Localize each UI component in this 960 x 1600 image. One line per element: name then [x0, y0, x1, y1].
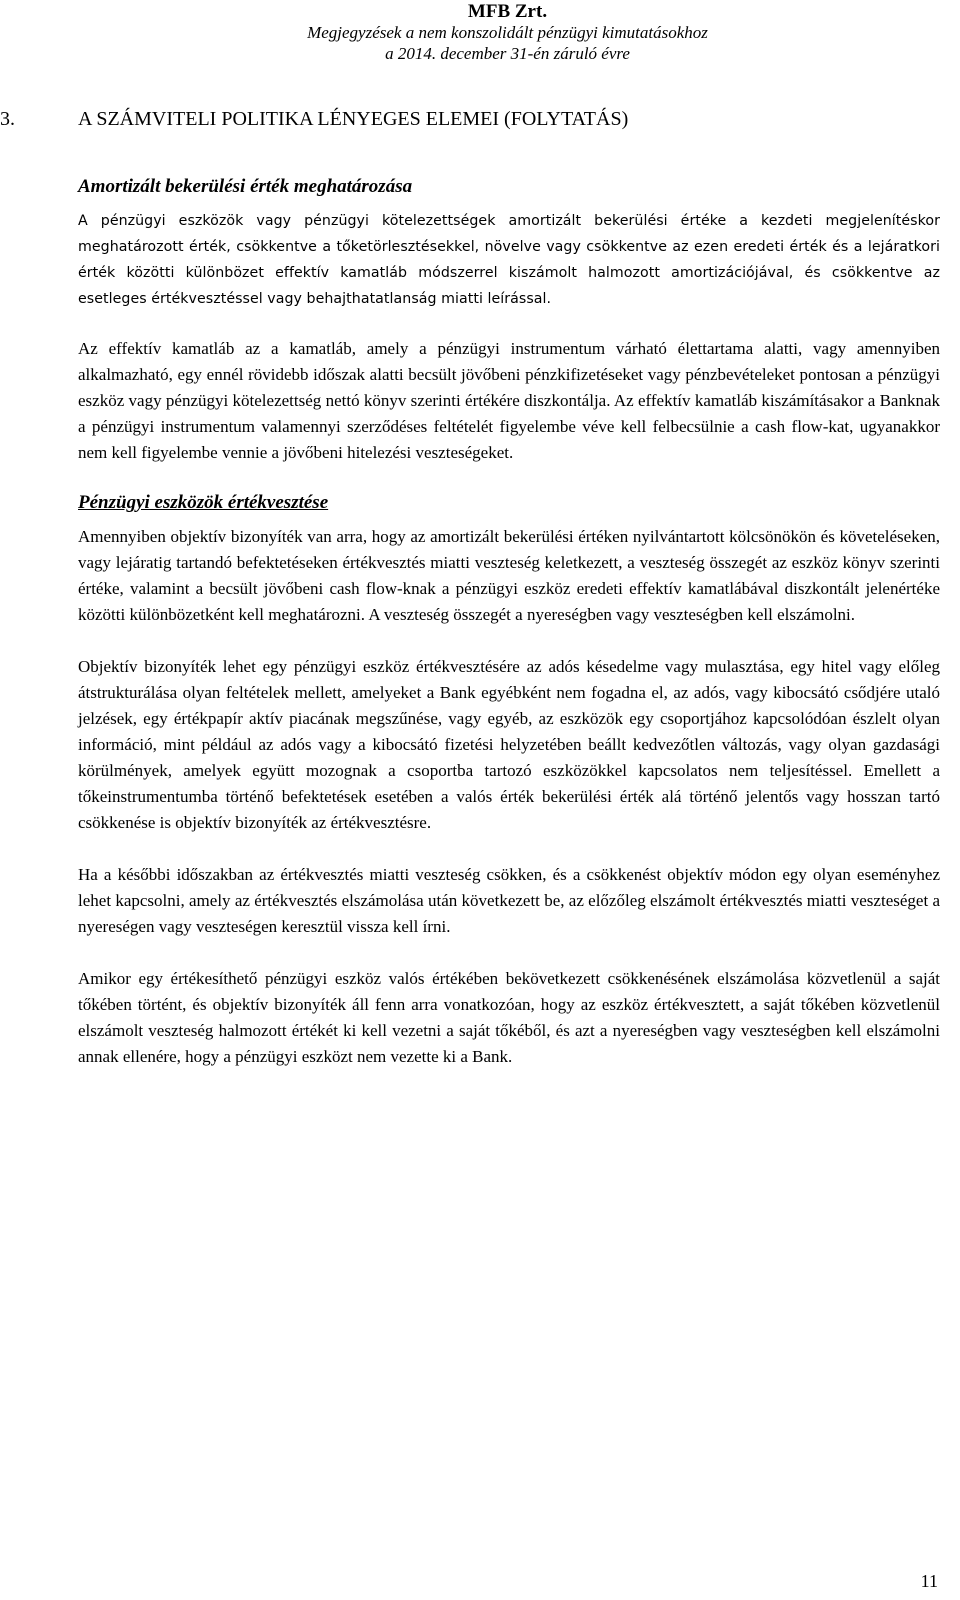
impairment-paragraph-2: Objektív bizonyíték lehet egy pénzügyi eszköz értékvesztésére az adós késedelme vagy mulasztása, egy hitel vagy előleg átstrukturálása olyan feltételek mellett, amelyeket a Bank egyébként nem fogadna el, az adós, vagy kibocsátó csődjére utaló jelzések, egy értékpapír aktív piacának megszűnése, vagy egyéb, az eszközök egy csoportjához kapcsolódóan észlelt olyan információ, mint például az adós vagy a kibocsátó fizetési helyzetében beállt kedvezőtlen változás, vagy olyan gazdasági körülmények, amelyek együtt mozognak a csoportba tartozó eszközökkel kapcsolatos nem teljesítéssel. Emellett a tőkeinstrumentumba történő befektetések esetében a valós érték bekerülési érték alá történő jelentős vagy hosszan tartó csökkenése is objektív bizonyíték az értékvesztésre. — [78, 657, 940, 832]
amortized-cost-heading: Amortizált bekerülési érték meghatározása — [78, 176, 413, 197]
page-header — [0, 0, 960, 64]
amortized-cost-paragraph-2: Az effektív kamatláb az a kamatláb, amely a pénzügyi instrumentum várható élettartama alatti, vagy amennyiben alkalmazható, egy ennél rövidebb időszak alatti becsült jövőbeni pénzkifizetéseket vagy pénzbevételeket pontosan a pénzügyi eszköz vagy pénzügyi kötelezettség nettó könyv szerinti értékére diszkontálja. Az effektív kamatláb kiszámításakor a Banknak a pénzügyi instrumentum valamennyi szerződéses feltételét figyelembe véve kell felbecsülnie a cash flow-kat, ugyanakkor nem kell figyelembe vennie a jövőbeni hitelezési veszteségeket. — [78, 339, 940, 462]
header-subtitle-line2: a 2014. december 31-én záruló évre — [385, 44, 630, 63]
company-name: MFB Zrt. — [467, 1, 548, 22]
header-subtitle-line1: Megjegyzések a nem konszolidált pénzügyi kimutatásokhoz — [307, 23, 708, 42]
page-number: 11 — [920, 1571, 938, 1591]
impairment-heading: Pénzügyi eszközök értékvesztése — [78, 492, 329, 513]
impairment-paragraph-1: Amennyiben objektív bizonyíték van arra, hogy az amortizált bekerülési értéken nyilvántartott kölcsönökön és követeléseken, vagy lejáratig tartandó befektetéseken értékvesztés miatti veszteség keletkezett, a veszteség összegét az eszköz könyv szerinti értéke, valamint a becsült jövőbeni cash flow-knak a pénzügyi eszköz eredeti effektív kamatlábával diszkontált jelenértéke közötti különbözetként kell meghatározni. A veszteség összegét a nyereségben vagy veszteségben kell elszámolni. — [78, 527, 940, 624]
amortized-cost-paragraph-1: A pénzügyi eszközök vagy pénzügyi kötelezettségek amortizált bekerülési értéke a kezdeti megjelenítéskor meghatározott érték, csökkentve a tőketörlesztésekkel, növelve vagy csökkentve az ezen eredeti érték és a lejáratkori érték közötti különbözet effektív kamatláb módszerrel kiszámolt halmozott amortizációjával, és csökkentve az esetleges értékvesztéssel vagy behajthatatlanság miatti leírással. — [78, 213, 940, 307]
impairment-paragraph-3: Ha a későbbi időszakban az értékvesztés miatti veszteség csökken, és a csökkenést objektív módon egy olyan eseményhez lehet kapcsolni, amely az értékvesztés elszámolása után következett be, az előzőleg elszámolt értékvesztés miatti veszteséget a nyereségen vagy veszteségen keresztül vissza kell írni. — [78, 865, 940, 936]
document-body — [78, 174, 940, 1070]
impairment-paragraph-4: Amikor egy értékesíthető pénzügyi eszköz valós értékében bekövetkezett csökkenésének elszámolása közvetlenül a saját tőkében történt, és objektív bizonyíték áll fenn arra vonatkozóan, hogy az eszköz értékvesztett, a saját tőkében közvetlenül elszámolt veszteség halmozott értékét ki kell vezetni a saját tőkéből, és azt a nyereségben vagy veszteségben kell elszámolni annak ellenére, hogy a pénzügyi eszközt nem vezette ki a Bank. — [78, 969, 940, 1066]
section-number: 3. — [0, 108, 15, 130]
section-title: A SZÁMVITELI POLITIKA LÉNYEGES ELEMEI (FOLYTATÁS) — [78, 108, 629, 130]
